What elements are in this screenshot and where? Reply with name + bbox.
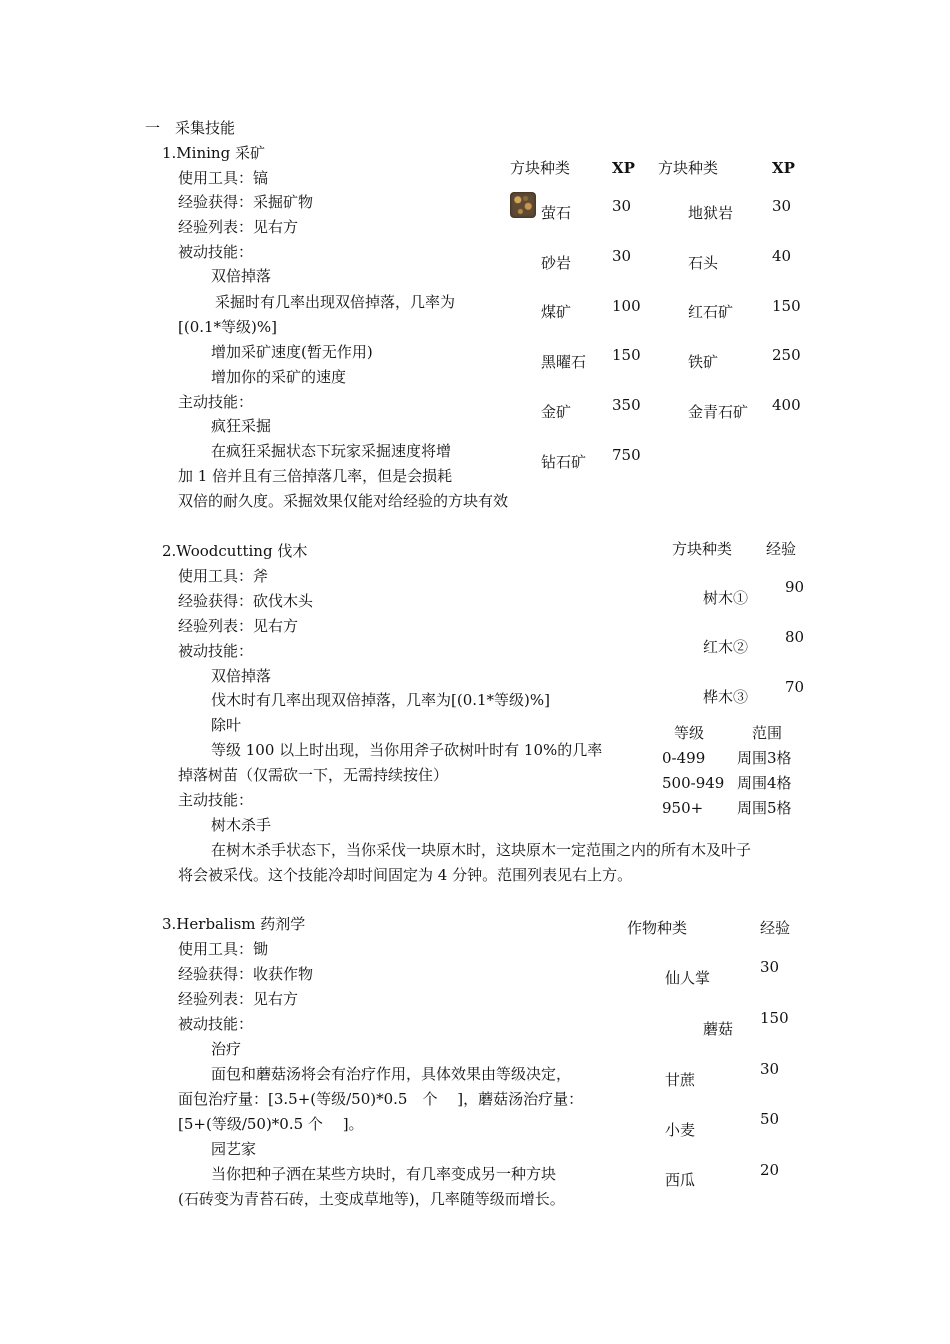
table-cell-name: 红石矿 [688, 303, 734, 321]
woodcutting-leaf-desc-1: 等级 100 以上时出现，当你用斧子砍树叶时有 10%的几率 [211, 741, 603, 759]
table-cell-name: 西瓜 [665, 1171, 696, 1189]
table-cell-xp: 70 [785, 678, 805, 696]
mining-active-label: 主动技能： [178, 393, 254, 411]
herbalism-heal-desc-1: 面包和蘑菇汤将会有治疗作用，具体效果由等级决定， [211, 1065, 572, 1083]
table-header: 方块种类 [658, 159, 719, 177]
table-cell-name: 萤石 [541, 204, 572, 222]
table-cell-xp: 150 [760, 1009, 789, 1027]
table-header: 范围 [752, 724, 783, 742]
mining-speed-desc: 增加你的采矿的速度 [211, 368, 347, 386]
woodcutting-leaf-title: 除叶 [211, 716, 242, 734]
table-cell-xp: 30 [772, 197, 792, 215]
table-cell-name: 铁矿 [688, 353, 719, 371]
woodcutting-leaf-desc-2: 掉落树苗（仅需砍一下，无需持续按住） [178, 766, 449, 784]
table-cell-level: 500-949 [662, 774, 725, 792]
table-cell-xp: 150 [612, 346, 641, 364]
woodcutting-killer-desc-1: 在树木杀手状态下，当你采伐一块原木时，这块原木一定范围之内的所有木及叶子 [211, 841, 752, 859]
herbalism-tool: 使用工具：锄 [178, 940, 269, 958]
table-cell-name: 仙人掌 [665, 969, 711, 987]
table-cell-range: 周围4格 [737, 774, 792, 792]
table-cell-xp: 750 [612, 446, 641, 464]
mining-xp-source: 经验获得：采掘矿物 [178, 193, 314, 211]
table-header: 经验 [760, 919, 791, 937]
table-cell-name: 金青石矿 [688, 403, 749, 421]
table-cell-name: 地狱岩 [688, 204, 734, 222]
table-cell-name: 桦木③ [703, 688, 749, 706]
table-header: 等级 [674, 724, 705, 742]
woodcutting-passive-label: 被动技能： [178, 642, 254, 660]
table-cell-name: 小麦 [665, 1121, 696, 1139]
mining-double-drop-desc: 采掘时有几率出现双倍掉落，几率为 [215, 293, 456, 311]
mining-passive-label: 被动技能： [178, 243, 254, 261]
table-cell-xp: 100 [612, 297, 641, 315]
table-cell-xp: 40 [772, 247, 792, 265]
mining-speed-title: 增加采矿速度(暂无作用) [211, 343, 373, 361]
mining-tool: 使用工具：镐 [178, 169, 269, 187]
table-cell-xp: 350 [612, 396, 641, 414]
table-cell-range: 周围3格 [737, 749, 792, 767]
table-cell-xp: 20 [760, 1161, 780, 1179]
table-cell-name: 黑曜石 [541, 353, 587, 371]
herbalism-heal-title: 治疗 [211, 1040, 242, 1058]
table-cell-xp: 80 [785, 628, 805, 646]
table-header: 方块种类 [672, 540, 733, 558]
mining-heading: 1.Mining 采矿 [162, 144, 265, 162]
woodcutting-killer-desc-2: 将会被采伐。这个技能冷却时间固定为 4 分钟。范围列表见右上方。 [178, 866, 633, 884]
table-cell-name: 砂岩 [541, 254, 572, 272]
herbalism-heading: 3.Herbalism 药剂学 [162, 915, 306, 933]
table-cell-range: 周围5格 [737, 799, 792, 817]
herbalism-heal-desc-2: 面包治疗量：[3.5+(等级/50)*0.5 个 ]，蘑菇汤治疗量： [178, 1090, 584, 1108]
herbalism-gardener-desc-2: (石砖变为青苔石砖，土变成草地等)，几率随等级而增长。 [178, 1190, 565, 1208]
woodcutting-double-drop-desc: 伐木时有几率出现双倍掉落，几率为[(0.1*等级)%] [211, 691, 551, 709]
mining-frenzy-title: 疯狂采掘 [211, 417, 272, 435]
table-header: XP [612, 159, 635, 177]
mining-xp-list: 经验列表：见右方 [178, 218, 299, 236]
woodcutting-active-label: 主动技能： [178, 791, 254, 809]
table-cell-xp: 50 [760, 1110, 780, 1128]
herbalism-heal-desc-3: [5+(等级/50)*0.5 个 ]。 [178, 1115, 364, 1133]
mining-frenzy-desc-2: 加 1 倍并且有三倍掉落几率，但是会损耗 [178, 467, 453, 485]
table-cell-name: 红木② [703, 638, 749, 656]
table-cell-name: 金矿 [541, 403, 572, 421]
table-cell-name: 石头 [688, 254, 719, 272]
woodcutting-xp-source: 经验获得：砍伐木头 [178, 592, 314, 610]
table-header: 经验 [766, 540, 797, 558]
table-cell-xp: 30 [760, 958, 780, 976]
mining-double-drop-formula: [(0.1*等级)%] [178, 318, 278, 336]
table-header: XP [772, 159, 795, 177]
mining-frenzy-desc-3: 双倍的耐久度。采掘效果仅能对给经验的方块有效 [178, 492, 509, 510]
table-cell-level: 0-499 [662, 749, 706, 767]
table-cell-name: 甘蔗 [665, 1071, 696, 1089]
table-cell-name: 蘑菇 [703, 1020, 734, 1038]
section-title: 一 采集技能 [145, 119, 236, 137]
woodcutting-xp-list: 经验列表：见右方 [178, 617, 299, 635]
herbalism-gardener-desc-1: 当你把种子洒在某些方块时，有几率变成另一种方块 [211, 1165, 557, 1183]
table-header: 方块种类 [510, 159, 571, 177]
glowstone-block-icon [510, 192, 536, 218]
woodcutting-killer-title: 树木杀手 [211, 816, 272, 834]
table-cell-xp: 250 [772, 346, 801, 364]
table-cell-xp: 30 [760, 1060, 780, 1078]
mining-double-drop-title: 双倍掉落 [211, 267, 272, 285]
table-cell-name: 煤矿 [541, 303, 572, 321]
table-cell-xp: 150 [772, 297, 801, 315]
table-cell-xp: 90 [785, 578, 805, 596]
woodcutting-tool: 使用工具：斧 [178, 567, 269, 585]
herbalism-passive-label: 被动技能： [178, 1015, 254, 1033]
table-cell-xp: 400 [772, 396, 801, 414]
table-cell-name: 树木① [703, 589, 749, 607]
table-cell-xp: 30 [612, 247, 632, 265]
mining-frenzy-desc-1: 在疯狂采掘状态下玩家采掘速度将增 [211, 442, 452, 460]
table-cell-xp: 30 [612, 197, 632, 215]
herbalism-xp-list: 经验列表：见右方 [178, 990, 299, 1008]
herbalism-xp-source: 经验获得：收获作物 [178, 965, 314, 983]
herbalism-gardener-title: 园艺家 [211, 1140, 257, 1158]
table-cell-level: 950+ [662, 799, 704, 817]
woodcutting-double-drop-title: 双倍掉落 [211, 667, 272, 685]
table-header: 作物种类 [627, 919, 688, 937]
woodcutting-heading: 2.Woodcutting 伐木 [162, 542, 308, 560]
table-cell-name: 钻石矿 [541, 453, 587, 471]
